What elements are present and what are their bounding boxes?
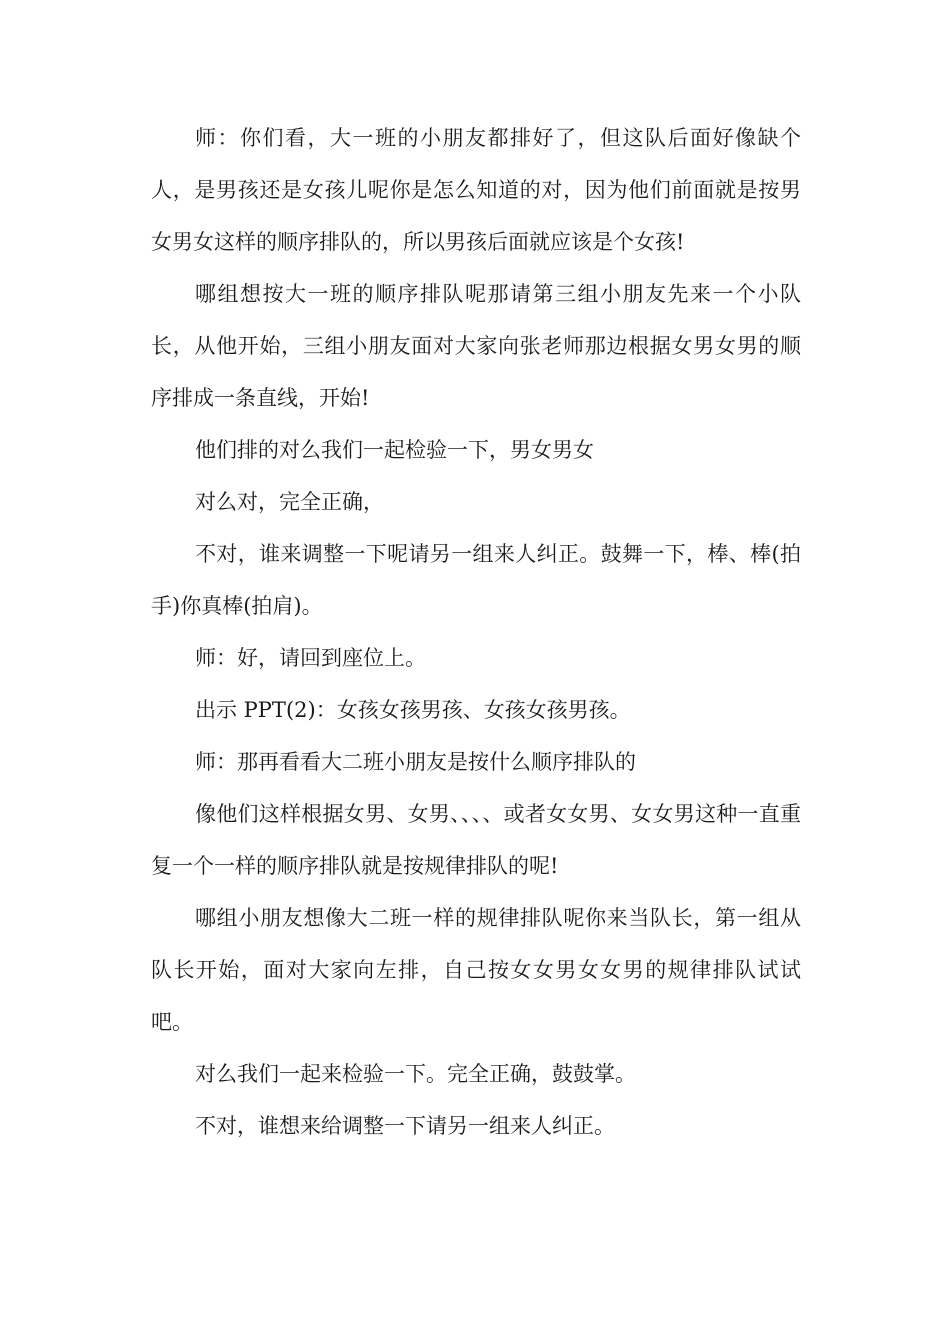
paragraph-11: 对么我们一起来检验一下。完全正确，鼓鼓掌。 bbox=[195, 1062, 636, 1086]
paragraph-3: 他们排的对么我们一起检验一下，男女男女 bbox=[195, 438, 594, 462]
paragraph-8: 师：那再看看大二班小朋友是按什么顺序排队的 bbox=[195, 750, 636, 774]
paragraph-7: 出示 PPT(2)：女孩女孩男孩、女孩女孩男孩。 bbox=[195, 698, 631, 722]
paragraph-9: 像他们这样根据女男、女男、、、、或者女女男、女女男这种一直重复一个一样的顺序排队就是按规律排队的呢! bbox=[151, 802, 801, 878]
paragraph-10: 哪组小朋友想像大二班一样的规律排队呢你来当队长，第一组从队长开始，面对大家向左排，自己按女女男女女男的规律排队试试吧。 bbox=[151, 906, 801, 1034]
paragraph-12: 不对，谁想来给调整一下请另一组来人纠正。 bbox=[195, 1114, 615, 1138]
paragraph-1: 师：你们看，大一班的小朋友都排好了，但这队后面好像缺个人，是男孩还是女孩儿呢你是怎么知道的对，因为他们前面就是按男女男女这样的顺序排队的，所以男孩后面就应该是个女孩! bbox=[151, 126, 801, 254]
document-body bbox=[151, 112, 801, 1152]
paragraph-4: 对么对，完全正确， bbox=[195, 490, 384, 514]
paragraph-6: 师：好，请回到座位上。 bbox=[195, 646, 426, 670]
paragraph-5: 不对，谁来调整一下呢请另一组来人纠正。鼓舞一下，棒、棒(拍手)你真棒(拍肩)。 bbox=[151, 542, 801, 618]
paragraph-2: 哪组想按大一班的顺序排队呢那请第三组小朋友先来一个小队长，从他开始，三组小朋友面对大家向张老师那边根据女男女男的顺序排成一条直线，开始! bbox=[151, 282, 801, 410]
